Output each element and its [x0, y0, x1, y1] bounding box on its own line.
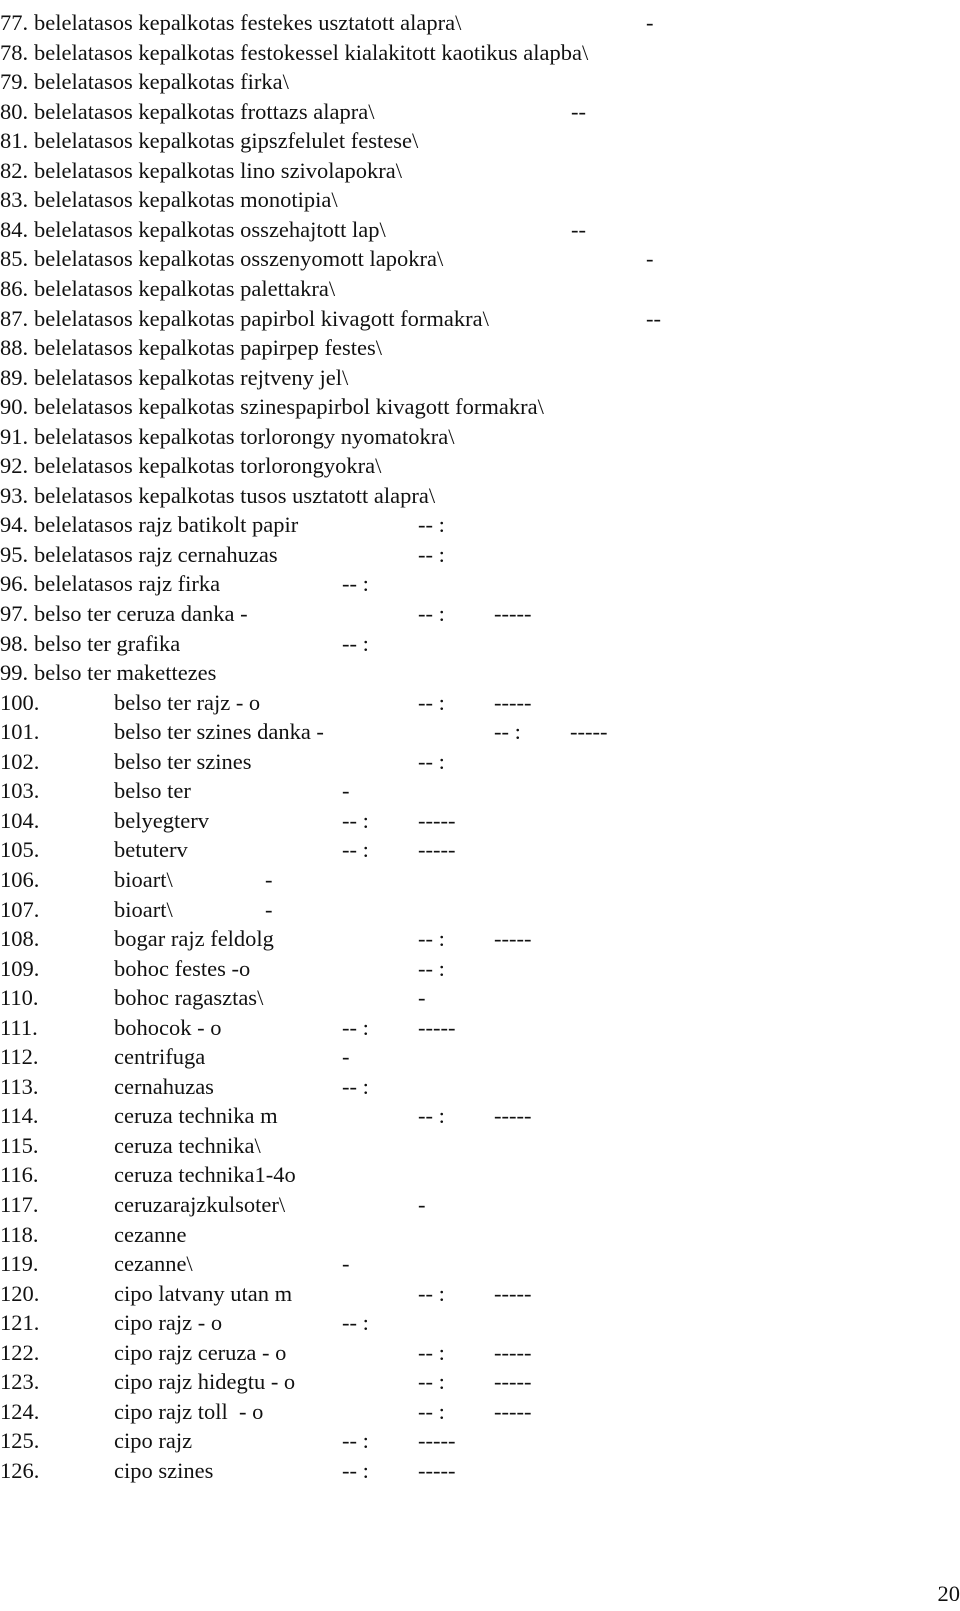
entry-title: belelatasos kepalkotas frottazs alapra\ — [34, 98, 375, 124]
entry-marker: -- : — [418, 1103, 445, 1129]
entry-title: cezanne — [114, 1221, 187, 1247]
list-item — [0, 126, 960, 156]
entry-title: belelatasos kepalkotas papirpep festes\ — [34, 335, 383, 361]
entry-number: 83. — [0, 187, 29, 213]
entry-title: belelatasos kepalkotas firka\ — [34, 69, 289, 95]
list-item — [0, 304, 960, 334]
entry-number: 103. — [0, 778, 40, 804]
entry-title: centrifuga — [114, 1044, 206, 1070]
entry-number: 122. — [0, 1339, 40, 1365]
entry-dashes: ----- — [494, 1398, 532, 1424]
list-item — [0, 1249, 960, 1279]
list-item — [0, 392, 960, 422]
entry-title: belso ter szines danka - — [114, 719, 324, 745]
entry-dashes: ----- — [494, 689, 532, 715]
entry-number: 84. — [0, 216, 29, 242]
entry-number: 115. — [0, 1132, 39, 1158]
entry-title: belelatasos kepalkotas rejtveny jel\ — [34, 364, 349, 390]
entry-marker: -- : — [418, 748, 445, 774]
entry-number: 101. — [0, 719, 40, 745]
entry-marker: -- : — [342, 837, 369, 863]
list-item — [0, 244, 960, 274]
entry-number: 124. — [0, 1398, 40, 1424]
list-item — [0, 895, 960, 925]
entry-number: 112. — [0, 1044, 39, 1070]
entry-marker: - — [418, 985, 426, 1011]
list-item — [0, 38, 960, 68]
entry-title: betuterv — [114, 837, 188, 863]
entry-number: 91. — [0, 423, 29, 449]
entry-title: bohoc festes -o — [114, 955, 251, 981]
list-item — [0, 954, 960, 984]
entry-title: belso ter grafika — [34, 630, 181, 656]
entry-marker: -- : — [342, 1014, 369, 1040]
entry-title: bohocok - o — [114, 1014, 222, 1040]
entry-marker: - — [342, 778, 350, 804]
entry-title: ceruza technika\ — [114, 1132, 261, 1158]
entry-title: cipo rajz toll - o — [114, 1398, 264, 1424]
entry-number: 89. — [0, 364, 29, 390]
list-item — [0, 1101, 960, 1131]
entry-title: belelatasos kepalkotas tusos usztatott alapra\ — [34, 482, 436, 508]
list-item — [0, 835, 960, 865]
entry-marker: -- : — [342, 571, 369, 597]
entry-marker: -- : — [418, 689, 445, 715]
list-item — [0, 1367, 960, 1397]
entry-title: belelatasos kepalkotas szinespapirbol kivagott formakra\ — [34, 394, 544, 420]
entry-title: belelatasos kepalkotas monotipia\ — [34, 187, 338, 213]
list-item — [0, 924, 960, 954]
entry-number: 100. — [0, 689, 40, 715]
list-item — [0, 1072, 960, 1102]
entry-title: belelatasos kepalkotas torlorongy nyomatokra\ — [34, 423, 455, 449]
entry-number: 78. — [0, 39, 29, 65]
entry-number: 82. — [0, 157, 29, 183]
entry-marker: -- — [646, 305, 661, 331]
list-item — [0, 1397, 960, 1427]
entry-title: cezanne\ — [114, 1251, 193, 1277]
entry-number: 97. — [0, 601, 29, 626]
entry-marker: -- : — [342, 1073, 369, 1099]
entry-dashes: ----- — [418, 1428, 456, 1454]
list-item — [0, 806, 960, 836]
entry-marker: -- : — [342, 1428, 369, 1454]
entry-title: cipo rajz ceruza - o — [114, 1339, 287, 1365]
entry-title: belso ter szines — [114, 748, 252, 774]
entry-title: cipo latvany utan m — [114, 1280, 293, 1306]
entry-number: 118. — [0, 1221, 39, 1247]
entry-marker: -- : — [342, 1457, 369, 1483]
entry-dashes: ----- — [418, 837, 456, 863]
entry-title: ceruza technika1-4o — [114, 1162, 296, 1188]
entry-number: 116. — [0, 1162, 39, 1188]
entry-marker: - — [646, 10, 654, 35]
list-item — [0, 363, 960, 393]
list-item — [0, 67, 960, 97]
list-item — [0, 599, 960, 629]
list-item — [0, 1426, 960, 1456]
entry-number: 126. — [0, 1457, 40, 1483]
list-item — [0, 1338, 960, 1368]
entry-number: 99. — [0, 660, 29, 686]
list-item — [0, 1131, 960, 1161]
entry-number: 117. — [0, 1192, 39, 1217]
entry-marker: -- — [571, 98, 586, 124]
list-item — [0, 1456, 960, 1486]
entry-title: cipo rajz hidegtu - o — [114, 1369, 296, 1395]
entry-title: belelatasos kepalkotas gipszfelulet festese\ — [34, 128, 419, 154]
entry-number: 94. — [0, 512, 29, 538]
entry-title: ceruzarajzkulsoter\ — [114, 1192, 286, 1217]
entry-title: belelatasos kepalkotas festokessel kialakitott kaotikus alapba\ — [34, 39, 589, 65]
entry-number: 105. — [0, 837, 40, 863]
entry-number: 125. — [0, 1428, 40, 1454]
entry-number: 80. — [0, 98, 29, 124]
list-item — [0, 1013, 960, 1043]
entry-number: 96. — [0, 571, 29, 597]
list-item — [0, 481, 960, 511]
entry-title: cipo rajz - o — [114, 1310, 223, 1336]
entry-number: 114. — [0, 1103, 39, 1129]
entry-title: belelatasos kepalkotas lino szivolapokra\ — [34, 157, 403, 183]
entry-marker: -- : — [418, 1398, 445, 1424]
list-item — [0, 422, 960, 452]
entry-marker: -- : — [342, 630, 369, 656]
entry-dashes: ----- — [494, 601, 532, 626]
entry-title: belelatasos kepalkotas osszehajtott lap\ — [34, 216, 386, 242]
list-item — [0, 333, 960, 363]
entry-number: 77. — [0, 10, 29, 35]
entry-dashes: ----- — [494, 1369, 532, 1395]
entry-number: 104. — [0, 807, 40, 833]
list-item — [0, 185, 960, 215]
entry-title: belyegterv — [114, 807, 209, 833]
entry-marker: - — [342, 1251, 350, 1277]
entry-title: belelatasos rajz firka — [34, 571, 221, 597]
list-item — [0, 215, 960, 245]
entry-title: bioart\ — [114, 896, 173, 922]
entry-title: belso ter — [114, 778, 191, 804]
entry-number: 109. — [0, 955, 40, 981]
entry-number: 111. — [0, 1014, 38, 1040]
entry-title: cipo szines — [114, 1457, 214, 1483]
entry-marker: -- : — [418, 955, 445, 981]
entry-marker: - — [418, 1192, 426, 1217]
list-item — [0, 1308, 960, 1338]
entry-title: cipo rajz — [114, 1428, 193, 1454]
list-item — [0, 510, 960, 540]
entry-marker: -- : — [418, 601, 445, 626]
entry-title: belelatasos kepalkotas festekes usztatott alapra\ — [34, 10, 462, 35]
entry-number: 121. — [0, 1310, 40, 1336]
entry-dashes: ----- — [494, 926, 532, 952]
list-item — [0, 1220, 960, 1250]
list-item — [0, 97, 960, 127]
entry-number: 92. — [0, 453, 29, 479]
entry-number: 108. — [0, 926, 40, 952]
list-item — [0, 8, 960, 38]
entry-marker: -- : — [418, 1280, 445, 1306]
entry-number: 88. — [0, 335, 29, 361]
entry-marker: -- : — [418, 1369, 445, 1395]
entry-title: belelatasos kepalkotas papirbol kivagott formakra\ — [34, 305, 489, 331]
list-item — [0, 865, 960, 895]
entry-marker: - — [646, 246, 654, 272]
entry-number: 120. — [0, 1280, 40, 1306]
entry-title: belelatasos kepalkotas palettakra\ — [34, 275, 336, 301]
list-item — [0, 569, 960, 599]
entry-marker: - — [265, 866, 273, 892]
entry-marker: - — [265, 896, 273, 922]
list-item — [0, 1190, 960, 1220]
list-item — [0, 540, 960, 570]
entry-title: belelatasos kepalkotas osszenyomott lapokra\ — [34, 246, 444, 272]
entry-marker: -- : — [418, 541, 445, 567]
entry-number: 119. — [0, 1251, 39, 1277]
entry-number: 102. — [0, 748, 40, 774]
entry-marker: -- — [571, 216, 586, 242]
entry-dashes: ----- — [418, 1457, 456, 1483]
entry-number: 106. — [0, 866, 40, 892]
entry-number: 87. — [0, 305, 29, 331]
entry-title: belelatasos rajz cernahuzas — [34, 541, 278, 567]
list-item — [0, 156, 960, 186]
entry-marker: -- : — [342, 807, 369, 833]
entry-marker: -- : — [342, 1310, 369, 1336]
entry-number: 95. — [0, 541, 29, 567]
list-item — [0, 1279, 960, 1309]
list-item — [0, 747, 960, 777]
entry-marker: -- : — [418, 1339, 445, 1365]
entry-number: 113. — [0, 1073, 39, 1099]
entry-number: 110. — [0, 985, 39, 1011]
entry-title: bohoc ragasztas\ — [114, 985, 264, 1011]
list-item — [0, 1042, 960, 1072]
list-item — [0, 983, 960, 1013]
entry-title: belso ter makettezes — [34, 660, 217, 686]
entry-title: bioart\ — [114, 866, 173, 892]
page-number: 20 — [937, 1581, 960, 1606]
entry-dashes: ----- — [418, 807, 456, 833]
entry-dashes: ----- — [494, 1339, 532, 1365]
entry-title: bogar rajz feldolg — [114, 926, 274, 952]
entry-number: 98. — [0, 630, 29, 656]
list-item — [0, 776, 960, 806]
entry-number: 79. — [0, 69, 29, 95]
list-item — [0, 1160, 960, 1190]
list-item — [0, 451, 960, 481]
list-item — [0, 658, 960, 688]
entry-dashes: ----- — [494, 1103, 532, 1129]
entry-title: ceruza technika m — [114, 1103, 278, 1129]
entry-title: belelatasos kepalkotas torlorongyokra\ — [34, 453, 382, 479]
entry-number: 93. — [0, 482, 29, 508]
entry-title: cernahuzas — [114, 1073, 214, 1099]
entry-number: 123. — [0, 1369, 40, 1395]
entry-number: 86. — [0, 275, 29, 301]
entry-number: 90. — [0, 394, 29, 420]
entry-title: belso ter rajz - o — [114, 689, 261, 715]
entry-title: belelatasos rajz batikolt papir — [34, 512, 299, 538]
entry-number: 107. — [0, 896, 40, 922]
entry-number: 81. — [0, 128, 29, 154]
entry-title: belso ter ceruza danka - — [34, 601, 248, 626]
entry-marker: -- : — [418, 512, 445, 538]
entry-number: 85. — [0, 246, 29, 272]
list-item — [0, 688, 960, 718]
list-item — [0, 629, 960, 659]
entry-dashes: ----- — [494, 1280, 532, 1306]
entry-marker: - — [342, 1044, 350, 1070]
entry-dashes: ----- — [570, 719, 608, 745]
entry-marker: -- : — [494, 719, 521, 745]
entry-dashes: ----- — [418, 1014, 456, 1040]
list-item — [0, 717, 960, 747]
list-item — [0, 274, 960, 304]
entry-marker: -- : — [418, 926, 445, 952]
